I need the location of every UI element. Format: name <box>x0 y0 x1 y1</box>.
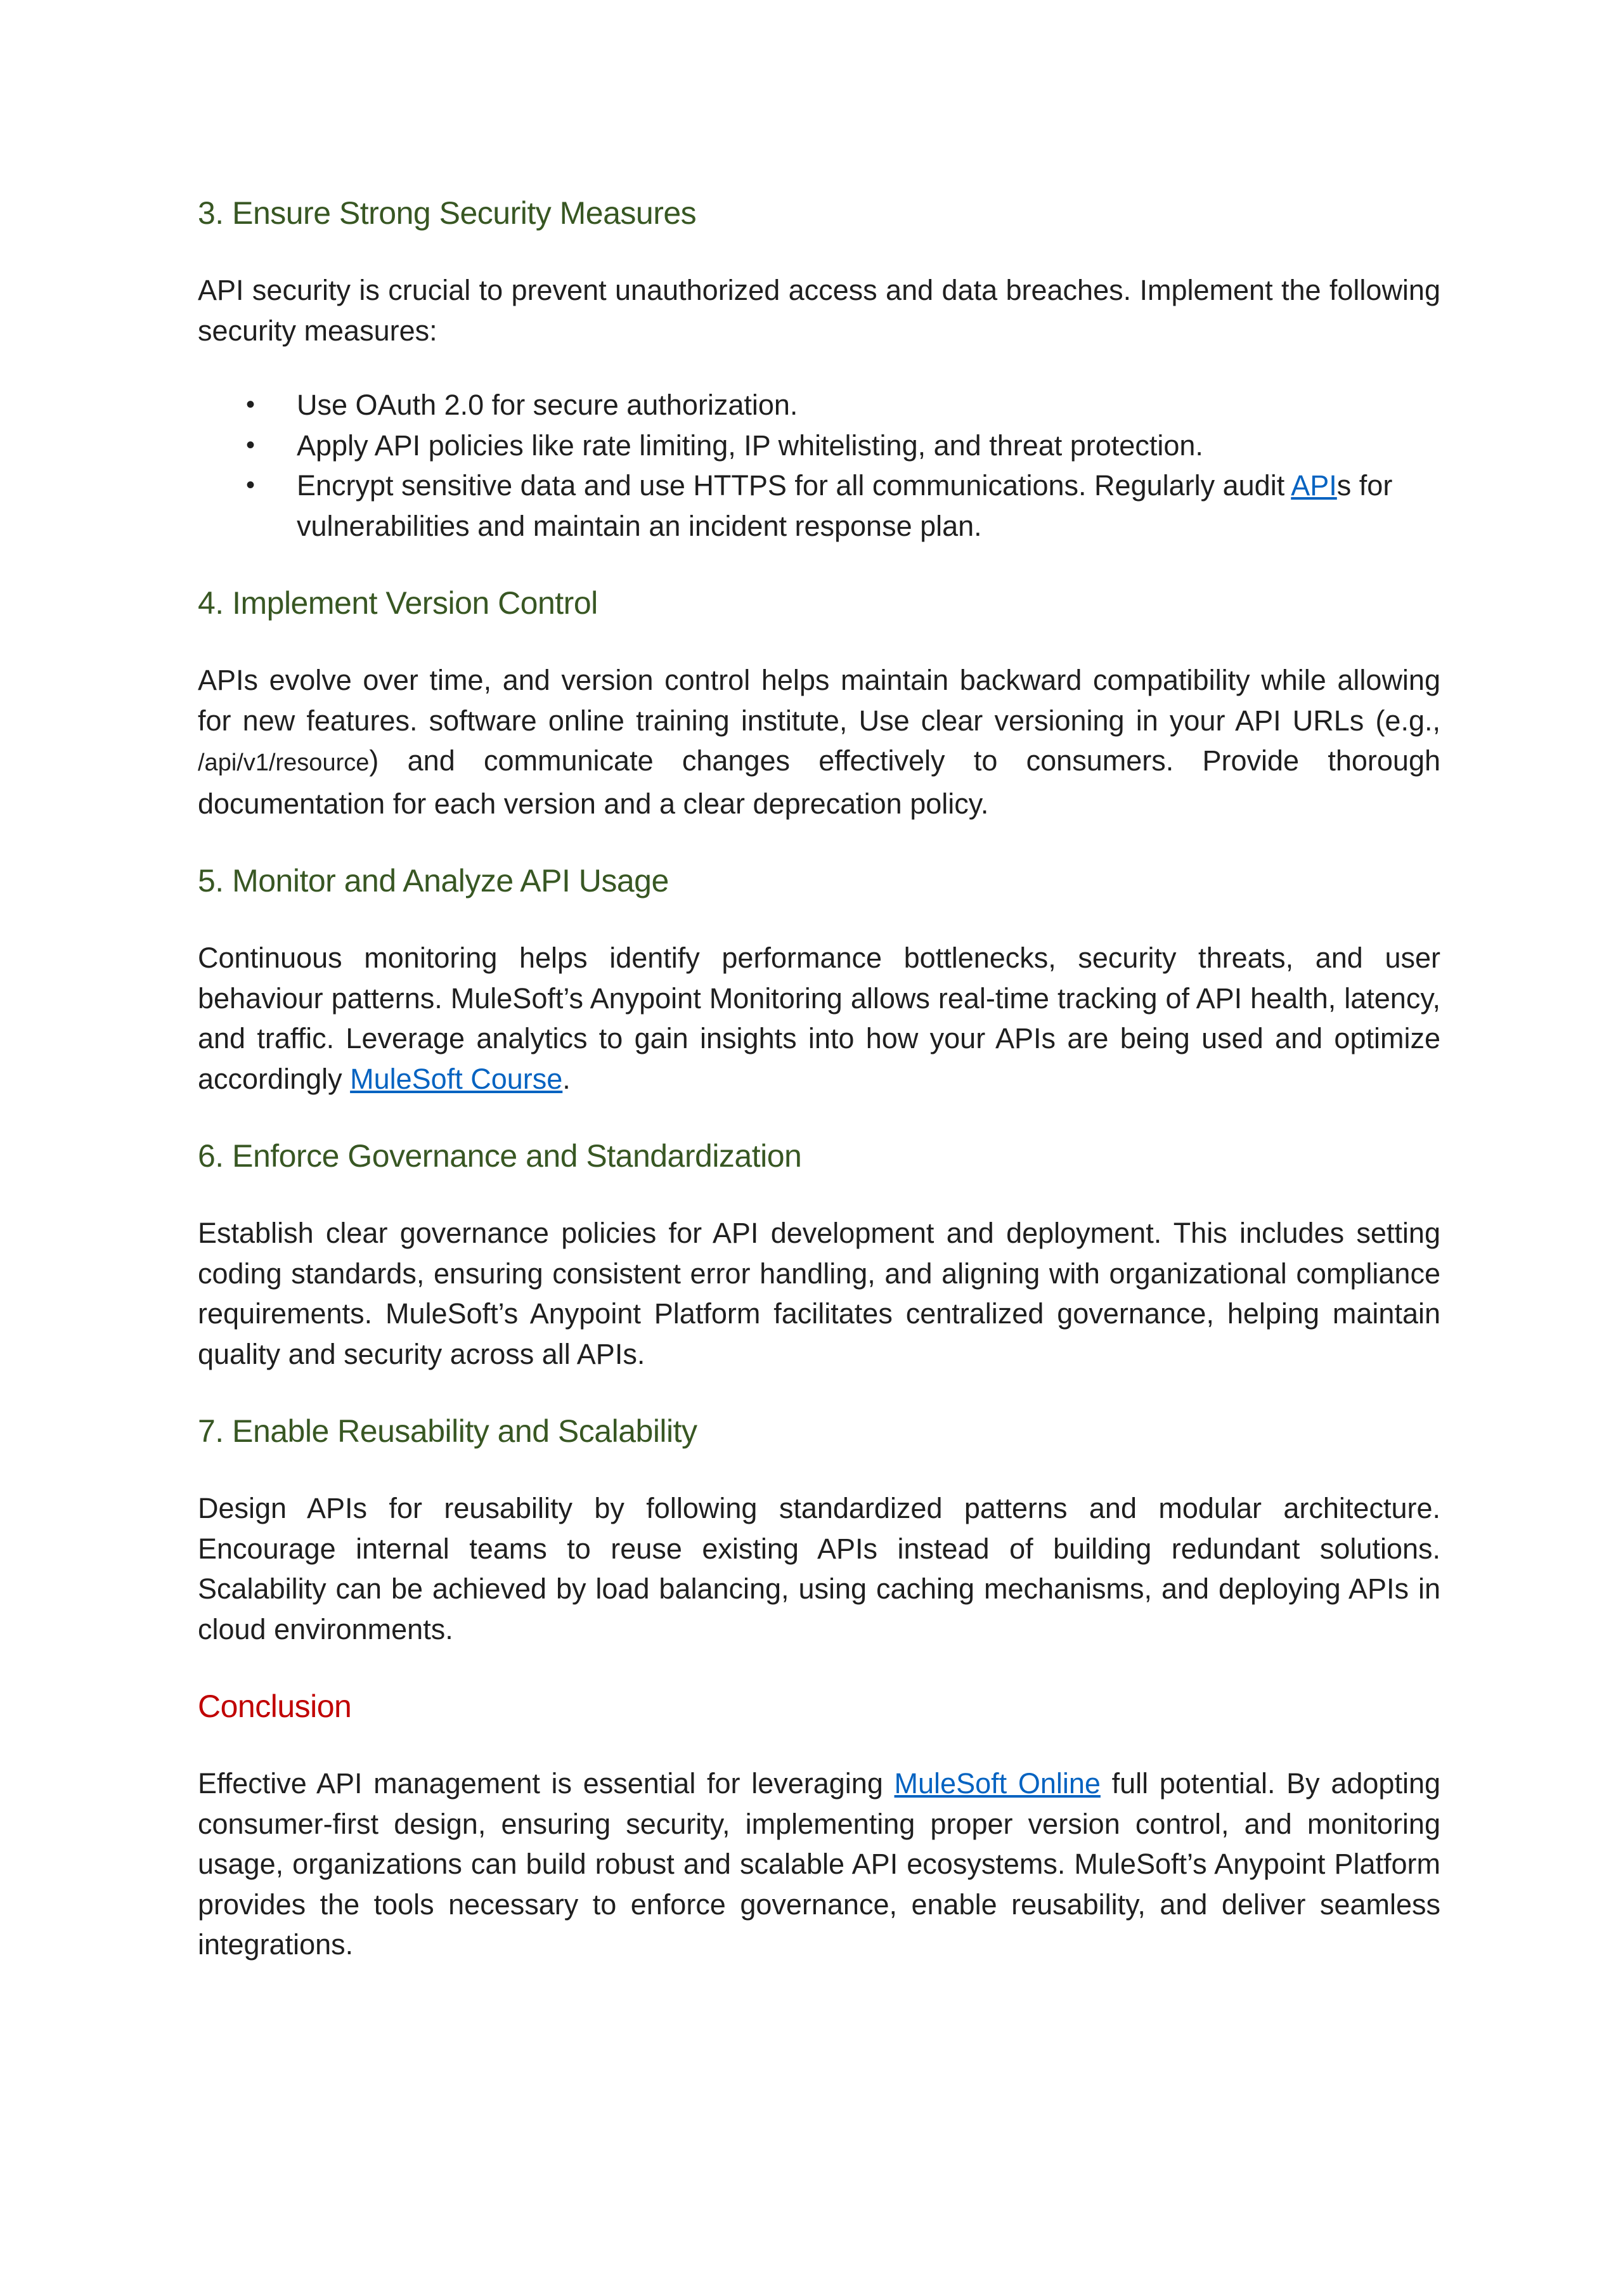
security-intro-paragraph: API security is crucial to prevent unauthorized access and data breaches. Implement the following security measures: <box>198 274 1440 347</box>
list-item-text-continued: s for vulnerabilities and maintain an incident response plan. <box>297 469 1393 542</box>
conclusion-heading: Conclusion <box>198 1689 352 1724</box>
version-control-paragraph <box>198 660 1440 824</box>
list-item-text: Use OAuth 2.0 for secure authorization. <box>297 389 798 421</box>
paragraph-text-continued: ) and communicate changes effectively to consumers. Provide thorough documentation for each version and a clear deprecation policy. <box>198 744 1440 820</box>
list-item <box>198 385 1440 425</box>
paragraph-text-end: . <box>562 1062 571 1095</box>
list-item-text: Encrypt sensitive data and use HTTPS for all communications. Regularly audit <box>297 469 1291 502</box>
paragraph-text: Effective API management is essential for leveraging <box>198 1767 895 1800</box>
list-item <box>198 465 1440 546</box>
mulesoft-course-link[interactable]: MuleSoft Course <box>350 1062 563 1095</box>
document-page <box>198 190 1440 1999</box>
paragraph-text: Continuous monitoring helps identify performance bottlenecks, security threats, and user behaviour patterns. MuleSoft’s Anypoint Monitoring allows real-time tracking of API health, latency, and traffic. Leverage analytics to gain insights into how your APIs are being used and optimize accordingly <box>198 942 1440 1095</box>
reusability-paragraph: Design APIs for reusability by following standardized patterns and modular architecture. Encourage internal teams to reuse existing APIs instead of building redundant solutions. Scalability can be achieved by load balancing, using caching mechanisms, and deploying APIs in cloud environments. <box>198 1492 1440 1645</box>
section-heading-governance: 6. Enforce Governance and Standardization <box>198 1138 802 1174</box>
code-inline-path: /api/v1/resource <box>198 749 370 776</box>
section-heading-monitor: 5. Monitor and Analyze API Usage <box>198 863 669 898</box>
bullet-icon: • <box>246 471 255 499</box>
section-heading-reusability: 7. Enable Reusability and Scalability <box>198 1413 697 1449</box>
security-measures-list <box>198 385 1440 546</box>
section-heading-security: 3. Ensure Strong Security Measures <box>198 195 697 231</box>
paragraph-text-continued: full potential. By adopting consumer-first design, ensuring security, implementing proper version control, and monitoring usage, organizations can build robust and scalable API ecosystems. MuleSoft’s Anypoint Platform provides the tools necessary to enforce governance, enable reusability, and deliver seamless integrations. <box>198 1767 1440 1961</box>
bullet-icon: • <box>246 431 255 459</box>
monitor-paragraph <box>198 938 1440 1099</box>
bullet-icon: • <box>246 391 255 418</box>
conclusion-paragraph <box>198 1763 1440 1965</box>
api-link[interactable]: API <box>1291 469 1337 502</box>
section-heading-version-control: 4. Implement Version Control <box>198 585 598 621</box>
paragraph-text: APIs evolve over time, and version control helps maintain backward compatibility while allowing for new features. software online training institute, Use clear versioning in your API URLs (e.g., <box>198 664 1440 737</box>
list-item-text: Apply API policies like rate limiting, IP whitelisting, and threat protection. <box>297 429 1203 462</box>
governance-paragraph: Establish clear governance policies for API development and deployment. This includes setting coding standards, ensuring consistent error handling, and aligning with organizational compliance requirements. MuleSoft’s Anypoint Platform facilitates centralized governance, helping maintain quality and security across all APIs. <box>198 1217 1440 1370</box>
list-item <box>198 425 1440 466</box>
mulesoft-online-link[interactable]: MuleSoft Online <box>894 1767 1101 1800</box>
